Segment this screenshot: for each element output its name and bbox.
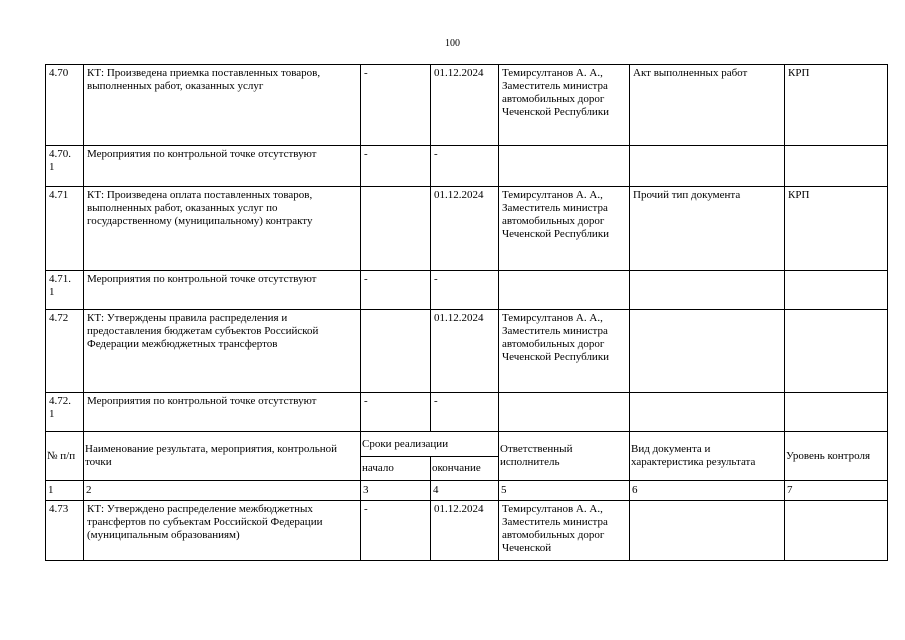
row-number: 4.70. 1 <box>46 146 84 187</box>
row-number: 4.73 <box>46 501 84 561</box>
column-index: 4 <box>431 481 499 501</box>
table-row <box>46 393 888 432</box>
document-type <box>630 271 785 310</box>
result-name: КТ: Утверждено распределение межбюджетных трансфертов по субъектам Российской Федерации (муниципальным образованиям) <box>84 501 361 561</box>
result-name: КТ: Произведена приемка поставленных товаров, выполненных работ, оказанных услуг <box>84 65 361 146</box>
table-header-row <box>46 432 888 457</box>
row-number: 4.70 <box>46 65 84 146</box>
start-date: - <box>361 393 431 432</box>
column-index: 2 <box>84 481 361 501</box>
plan-table <box>45 64 888 561</box>
end-date: 01.12.2024 <box>431 187 499 271</box>
column-index-row <box>46 481 888 501</box>
document-type: Акт выполненных работ <box>630 65 785 146</box>
column-index: 3 <box>361 481 431 501</box>
column-index: 7 <box>785 481 888 501</box>
header-name: Наименование результата, мероприятия, контрольной точки <box>84 432 361 481</box>
document-type <box>630 146 785 187</box>
control-level <box>785 271 888 310</box>
start-date: - <box>361 65 431 146</box>
header-document: Вид документа и характеристика результата <box>630 432 785 481</box>
control-level <box>785 501 888 561</box>
result-name: Мероприятия по контрольной точке отсутствуют <box>84 393 361 432</box>
result-name: Мероприятия по контрольной точке отсутствуют <box>84 146 361 187</box>
end-date: 01.12.2024 <box>431 65 499 146</box>
table-row <box>46 310 888 393</box>
header-number: № п/п <box>46 432 84 481</box>
table-row <box>46 187 888 271</box>
header-end: окончание <box>431 457 499 481</box>
header-responsible: Ответственный исполнитель <box>499 432 630 481</box>
end-date: - <box>431 146 499 187</box>
end-date: - <box>431 393 499 432</box>
page-number: 100 <box>445 38 460 49</box>
responsible: Темирсултанов А. А., Заместитель министра автомобильных дорог Чеченской Республики <box>499 310 630 393</box>
result-name: КТ: Произведена оплата поставленных товаров, выполненных работ, оказанных услуг по государственному (муниципальному) контракту <box>84 187 361 271</box>
control-level <box>785 146 888 187</box>
responsible <box>499 393 630 432</box>
responsible <box>499 271 630 310</box>
end-date: 01.12.2024 <box>431 310 499 393</box>
end-date: - <box>431 271 499 310</box>
start-date <box>361 187 431 271</box>
document-type <box>630 310 785 393</box>
end-date: 01.12.2024 <box>431 501 499 561</box>
document-type: Прочий тип документа <box>630 187 785 271</box>
responsible: Темирсултанов А. А., Заместитель министра автомобильных дорог Чеченской Республики <box>499 187 630 271</box>
row-number: 4.72 <box>46 310 84 393</box>
row-number: 4.71. 1 <box>46 271 84 310</box>
result-name: КТ: Утверждены правила распределения и предоставления бюджетам субъектов Российской Федерации межбюджетных трансфертов <box>84 310 361 393</box>
control-level <box>785 310 888 393</box>
control-level: КРП <box>785 187 888 271</box>
header-start: начало <box>361 457 431 481</box>
header-terms: Сроки реализации <box>361 432 499 457</box>
start-date: - <box>361 501 431 561</box>
header-control-level: Уровень контроля <box>785 432 888 481</box>
document-type <box>630 501 785 561</box>
column-index: 5 <box>499 481 630 501</box>
table-row <box>46 271 888 310</box>
result-name: Мероприятия по контрольной точке отсутствуют <box>84 271 361 310</box>
responsible: Темирсултанов А. А., Заместитель министра автомобильных дорог Чеченской Республики <box>499 65 630 146</box>
responsible: Темирсултанов А. А., Заместитель министра автомобильных дорог Чеченской <box>499 501 630 561</box>
column-index: 6 <box>630 481 785 501</box>
start-date: - <box>361 146 431 187</box>
control-level: КРП <box>785 65 888 146</box>
row-number: 4.72. 1 <box>46 393 84 432</box>
document-type <box>630 393 785 432</box>
control-level <box>785 393 888 432</box>
row-number: 4.71 <box>46 187 84 271</box>
start-date: - <box>361 271 431 310</box>
start-date <box>361 310 431 393</box>
responsible <box>499 146 630 187</box>
table-row <box>46 65 888 146</box>
column-index: 1 <box>46 481 84 501</box>
table-row <box>46 501 888 561</box>
table-row <box>46 146 888 187</box>
